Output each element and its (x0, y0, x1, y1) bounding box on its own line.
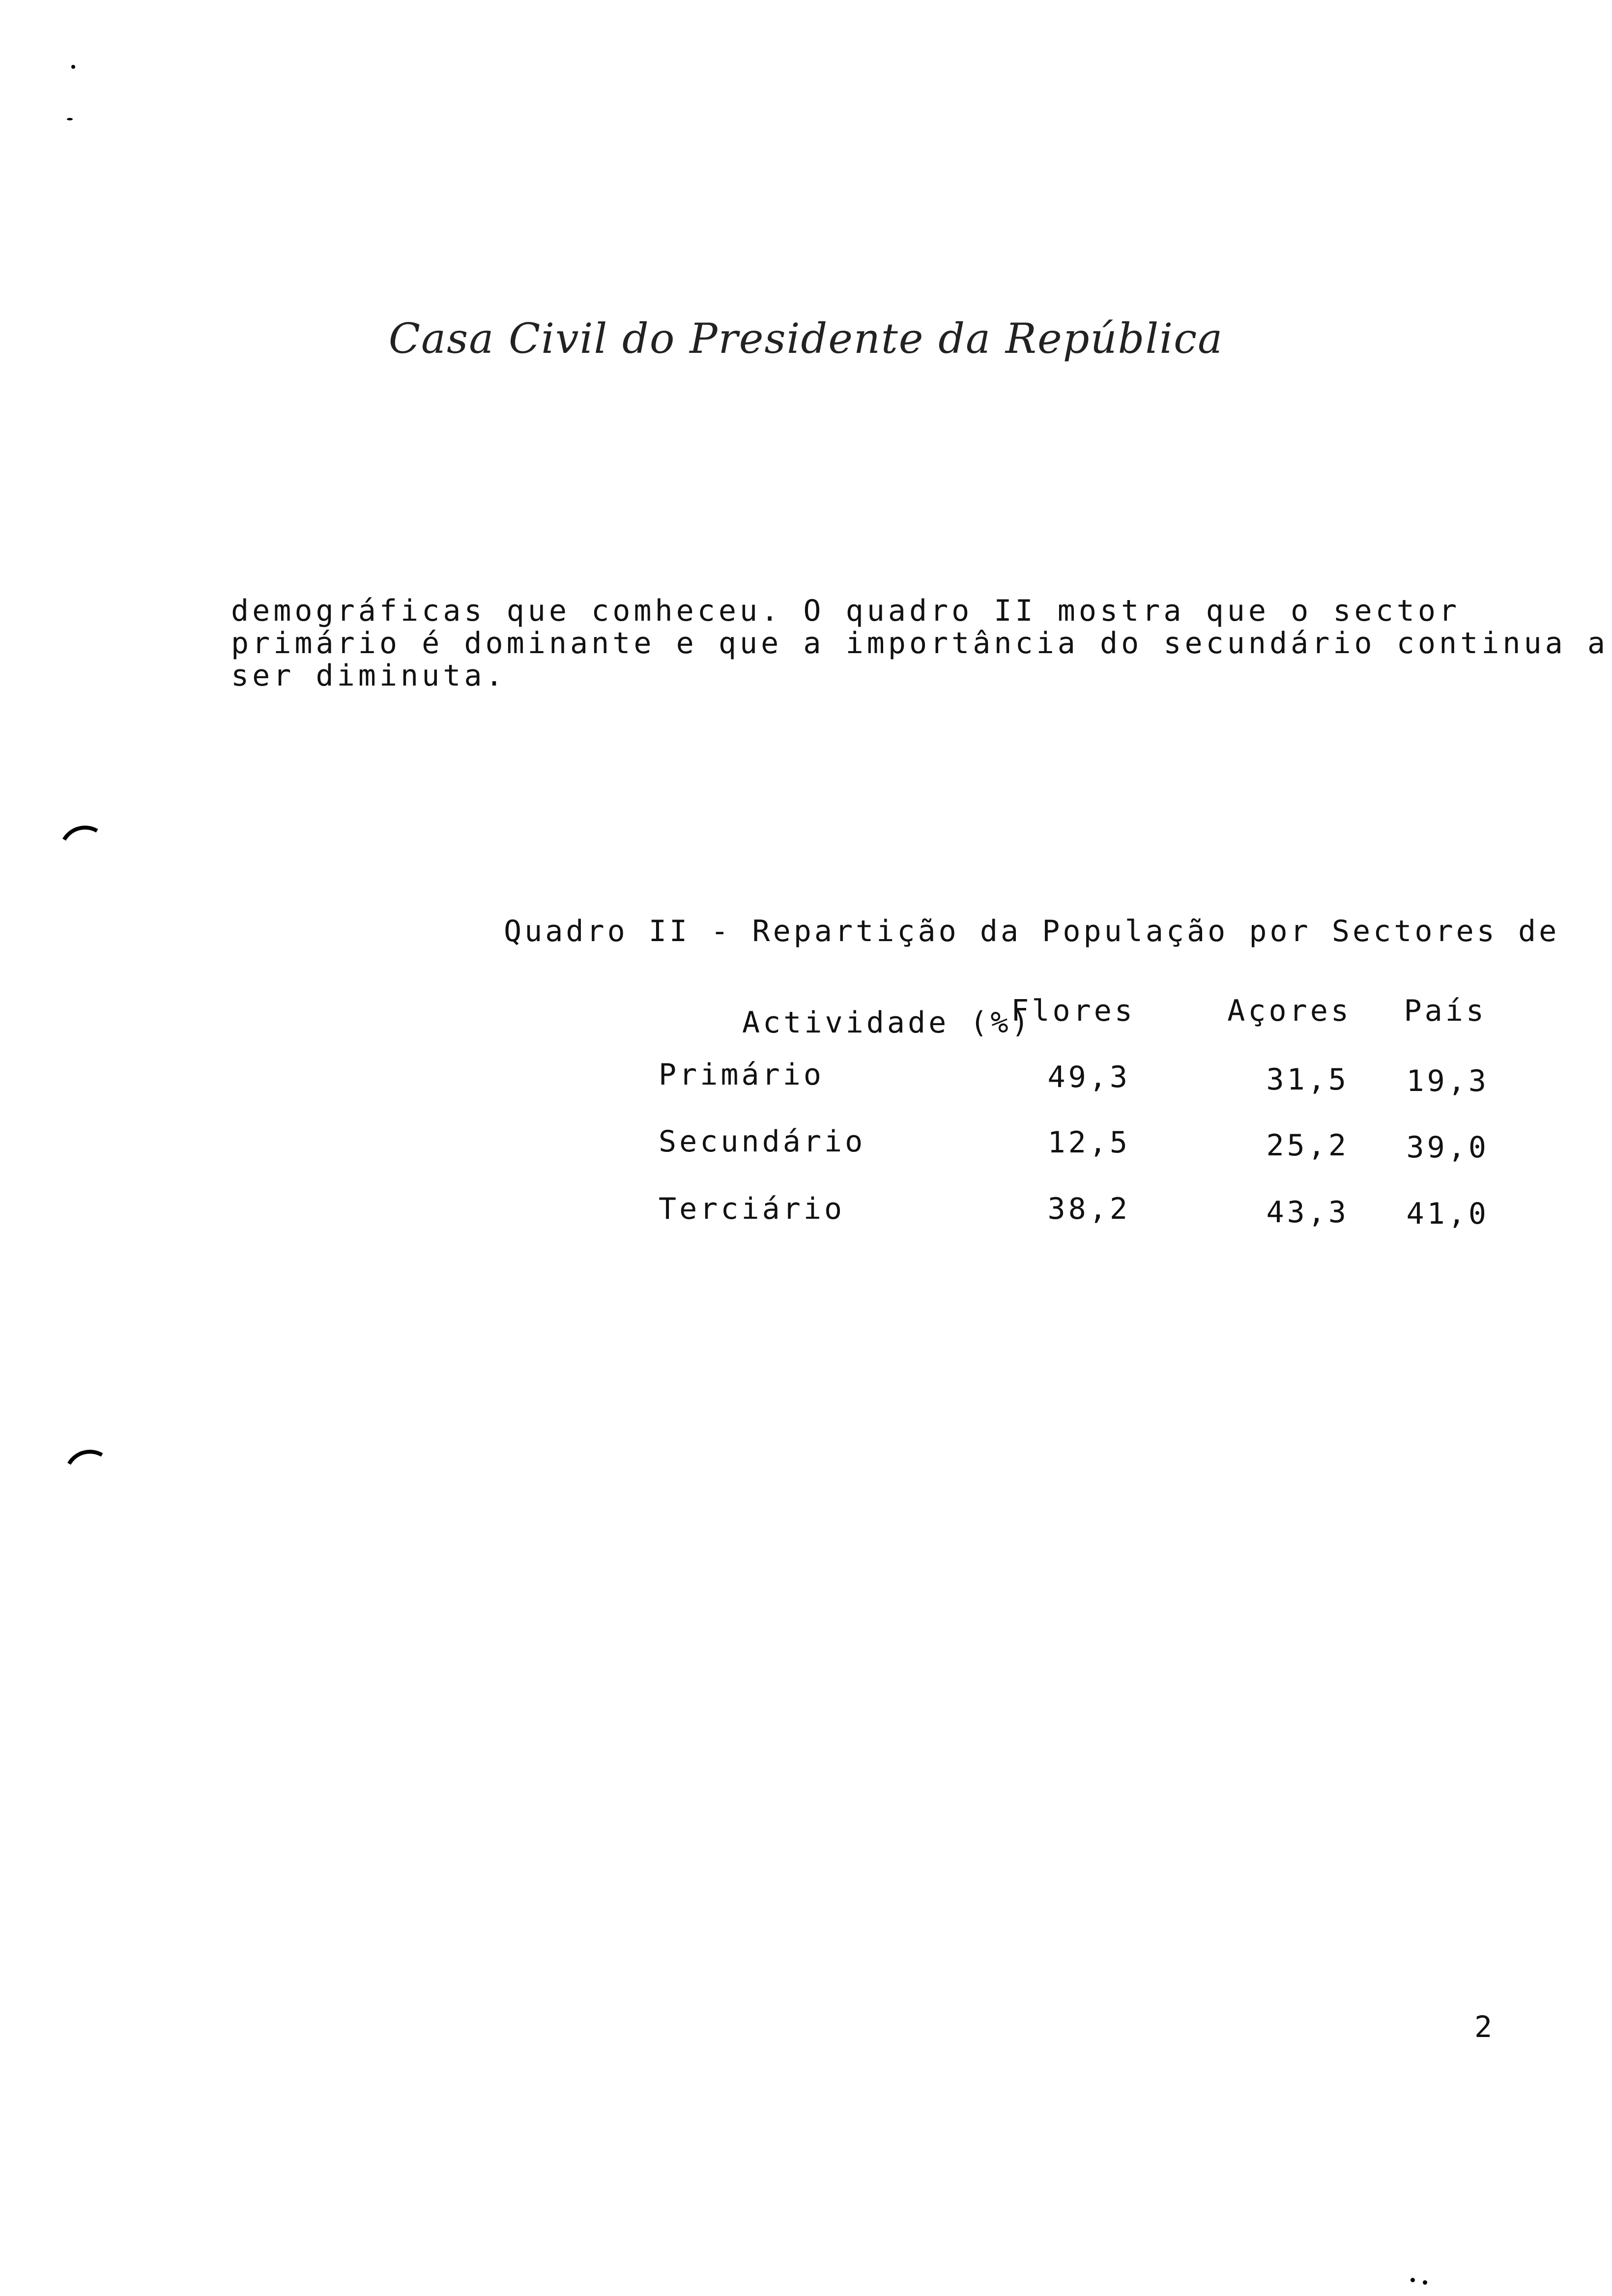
table-caption (504, 855, 1559, 1068)
column-header-pais: País (1404, 994, 1487, 1028)
table-cell: 31,5 (1266, 1062, 1349, 1097)
table-cell: 39,0 (1406, 1130, 1489, 1165)
paragraph-line: demográficas que comheceu. O quadro II mostra que o sector (231, 594, 1461, 628)
row-label: Secundário (659, 1124, 866, 1159)
speck (1410, 2278, 1415, 2282)
table-cell: 19,3 (1406, 1064, 1489, 1098)
column-header-acores: Açores (1227, 994, 1352, 1028)
table-cell: 41,0 (1406, 1197, 1489, 1231)
table-cell: 12,5 (1047, 1125, 1130, 1160)
page-number: 2 (1474, 2010, 1493, 2044)
table-cell: 38,2 (1047, 1192, 1130, 1226)
caption-line: Quadro II - Repartição da População por Sectores de (504, 914, 1560, 948)
table-cell: 25,2 (1266, 1128, 1349, 1163)
table-cell: 43,3 (1266, 1195, 1349, 1230)
column-header-flores: Flores (1011, 994, 1135, 1028)
speck (71, 65, 75, 69)
speck (67, 118, 73, 120)
paragraph-line: primário é dominante e que a importância do secundário continua a (231, 626, 1609, 660)
punch-hole-mark (58, 1444, 122, 1508)
paragraph-line: ser diminuta. (231, 659, 507, 693)
speck (1423, 2280, 1427, 2285)
row-label: Primário (659, 1058, 824, 1092)
letterhead: Casa Civil do Presidente da República (388, 315, 1224, 363)
caption-line: Actividade (%) (742, 1005, 1032, 1040)
punch-hole-mark (53, 820, 117, 884)
row-label: Terciário (659, 1192, 845, 1226)
body-paragraph (231, 594, 1609, 693)
table-cell: 49,3 (1047, 1060, 1130, 1094)
